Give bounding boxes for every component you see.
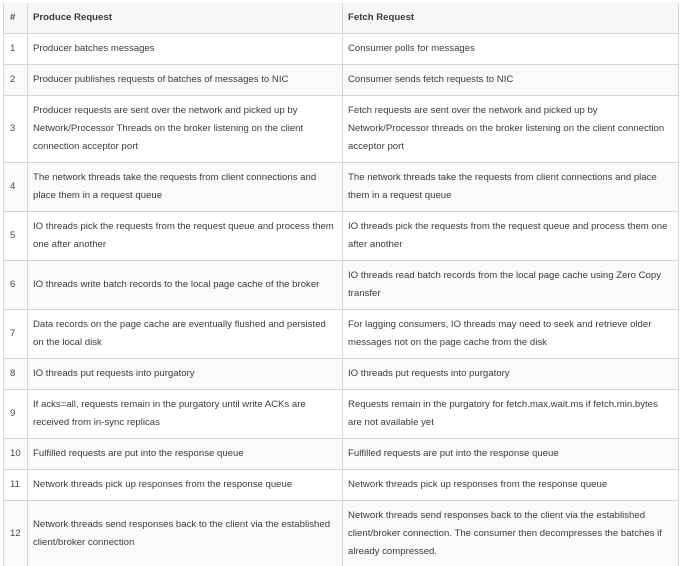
produce-request-step: Network threads send responses back to the client via the established client/broker connection (28, 501, 343, 566)
row-number: 8 (4, 359, 28, 390)
row-number: 7 (4, 310, 28, 359)
table-row (4, 501, 679, 566)
produce-request-step: The network threads take the requests from client connections and place them in a request queue (28, 163, 343, 212)
fetch-request-step: Network threads pick up responses from the response queue (343, 470, 679, 501)
fetch-request-step: Requests remain in the purgatory for fetch.max.wait.ms if fetch.min.bytes are not available yet (343, 390, 679, 439)
fetch-request-step: Consumer polls for messages (343, 34, 679, 65)
row-number: 1 (4, 34, 28, 65)
row-number: 6 (4, 261, 28, 310)
row-number: 9 (4, 390, 28, 439)
table-row (4, 439, 679, 470)
table-row (4, 163, 679, 212)
fetch-request-step: The network threads take the requests from client connections and place them in a request queue (343, 163, 679, 212)
table-row (4, 96, 679, 163)
fetch-request-step: IO threads pick the requests from the request queue and process them one after another (343, 212, 679, 261)
produce-request-step: Producer requests are sent over the network and picked up by Network/Processor Threads on the broker listening on the client connection acceptor port (28, 96, 343, 163)
row-number: 12 (4, 501, 28, 566)
header-number: # (4, 3, 28, 34)
table-row (4, 65, 679, 96)
row-number: 4 (4, 163, 28, 212)
produce-request-step: Producer batches messages (28, 34, 343, 65)
produce-request-step: IO threads pick the requests from the request queue and process them one after another (28, 212, 343, 261)
produce-request-step: If acks=all, requests remain in the purgatory until write ACKs are received from in-sync replicas (28, 390, 343, 439)
fetch-request-step: IO threads put requests into purgatory (343, 359, 679, 390)
row-number: 5 (4, 212, 28, 261)
top-edge-clip (0, 0, 682, 3)
table-body (4, 34, 679, 566)
table-row (4, 34, 679, 65)
produce-request-step: IO threads write batch records to the local page cache of the broker (28, 261, 343, 310)
fetch-request-step: Fulfilled requests are put into the response queue (343, 439, 679, 470)
table-row (4, 359, 679, 390)
produce-request-step: IO threads put requests into purgatory (28, 359, 343, 390)
row-number: 3 (4, 96, 28, 163)
fetch-request-step: For lagging consumers, IO threads may need to seek and retrieve older messages not on the page cache from the disk (343, 310, 679, 359)
fetch-request-step: IO threads read batch records from the local page cache using Zero Copy transfer (343, 261, 679, 310)
table-row (4, 310, 679, 359)
produce-fetch-comparison-table (3, 2, 679, 566)
table-row (4, 261, 679, 310)
row-number: 11 (4, 470, 28, 501)
row-number: 2 (4, 65, 28, 96)
row-number: 10 (4, 439, 28, 470)
table-row (4, 390, 679, 439)
produce-request-step: Fulfilled requests are put into the response queue (28, 439, 343, 470)
table-row (4, 212, 679, 261)
table-header-row (4, 3, 679, 34)
fetch-request-step: Fetch requests are sent over the network and picked up by Network/Processor threads on the broker listening on the client connection acceptor port (343, 96, 679, 163)
header-fetch-request: Fetch Request (343, 3, 679, 34)
produce-request-step: Data records on the page cache are eventually flushed and persisted on the local disk (28, 310, 343, 359)
fetch-request-step: Consumer sends fetch requests to NIC (343, 65, 679, 96)
header-produce-request: Produce Request (28, 3, 343, 34)
produce-request-step: Network threads pick up responses from the response queue (28, 470, 343, 501)
fetch-request-step: Network threads send responses back to the client via the established client/broker connection. The consumer then decompresses the batches if already compressed. (343, 501, 679, 566)
produce-request-step: Producer publishes requests of batches of messages to NIC (28, 65, 343, 96)
table-row (4, 470, 679, 501)
